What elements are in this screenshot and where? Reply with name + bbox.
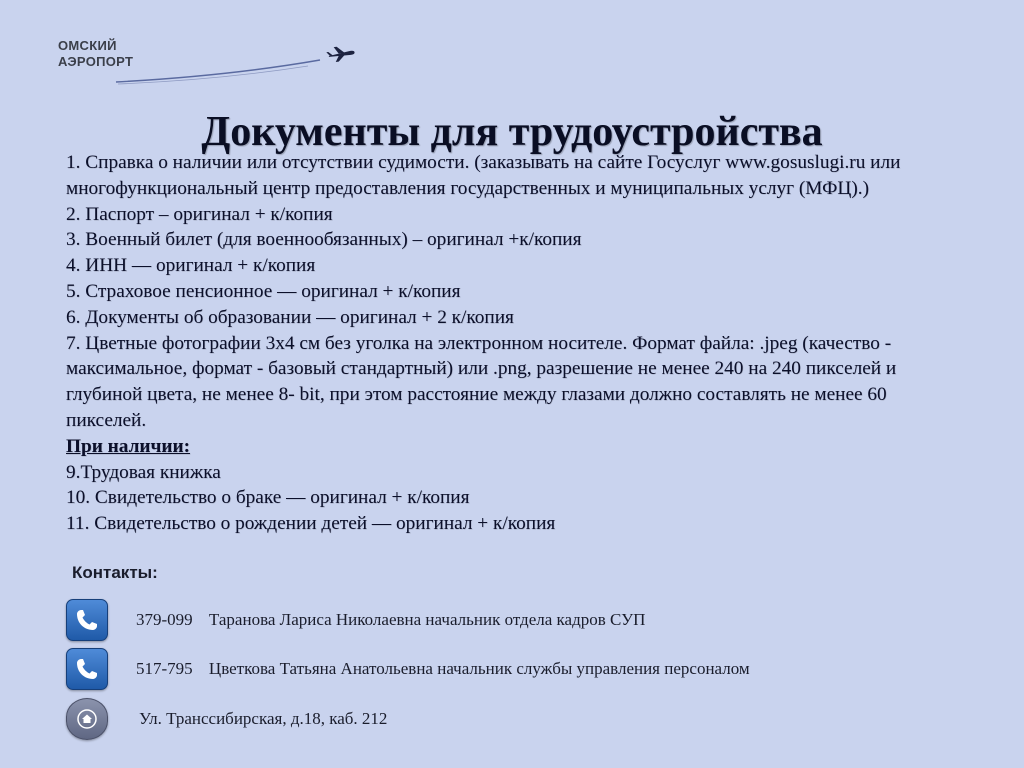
contact-row [66, 648, 750, 690]
contact-phone: 517-795 [136, 659, 193, 678]
documents-list [66, 150, 966, 537]
phone-icon [66, 648, 108, 690]
contact-text [136, 610, 645, 630]
contact-row [66, 698, 387, 740]
list-item: 7. Цветные фотографии 3х4 см без уголка на электронном носителе. Формат файла: .jpeg (качество - максимальное, формат - базовый стандартный) или .png, разрешение не менее 240 на 240 пикселей и глубиной цвета, не менее 8- bit, при этом расстояние между глазами должно составлять не менее 60 пикселей. [66, 332, 897, 431]
list-item: 6. Документы об образовании — оригинал + 2 к/копия [66, 306, 514, 328]
list-item: 1. Справка о наличии или отсутствии судимости. (заказывать на сайте Госуслуг www.gosuslugi.ru или многофункциональный центр предоставления государственных и муниципальных услуг (МФЦ).) [66, 152, 901, 199]
list-item: 9.Трудовая книжка [66, 461, 221, 483]
airplane-swoosh-icon [58, 38, 358, 90]
contact-address: Ул. Транссибирская, д.18, каб. 212 [139, 709, 388, 728]
list-item: 3. Военный билет (для военнообязанных) – оригинал +к/копия [66, 229, 582, 251]
phone-icon [66, 599, 108, 641]
logo-line-2: АЭРОПОРТ [58, 54, 134, 69]
airport-logo [58, 38, 358, 90]
list-item: 4. ИНН — оригинал + к/копия [66, 255, 316, 277]
contact-row [66, 599, 645, 641]
page-title: Документы для трудоустройства [201, 109, 823, 155]
list-item: 5. Страховое пенсионное — оригинал + к/копия [66, 280, 461, 302]
optional-heading: При наличии: [66, 435, 191, 457]
list-item: 10. Свидетельство о браке — оригинал + к/копия [66, 487, 470, 509]
contact-text [136, 659, 750, 679]
home-icon [66, 698, 108, 740]
contacts-label: Контакты: [72, 563, 158, 582]
list-item: 2. Паспорт – оригинал + к/копия [66, 203, 333, 225]
logo-line-1: ОМСКИЙ [58, 38, 117, 53]
contact-text [139, 709, 387, 729]
contact-phone: 379-099 [136, 610, 193, 629]
contact-description: Таранова Лариса Николаевна начальник отдела кадров СУП [208, 610, 646, 629]
contact-description: Цветкова Татьяна Анатольевна начальник службы управления персоналом [208, 659, 750, 678]
list-item: 11. Свидетельство о рождении детей — оригинал + к/копия [66, 513, 556, 535]
